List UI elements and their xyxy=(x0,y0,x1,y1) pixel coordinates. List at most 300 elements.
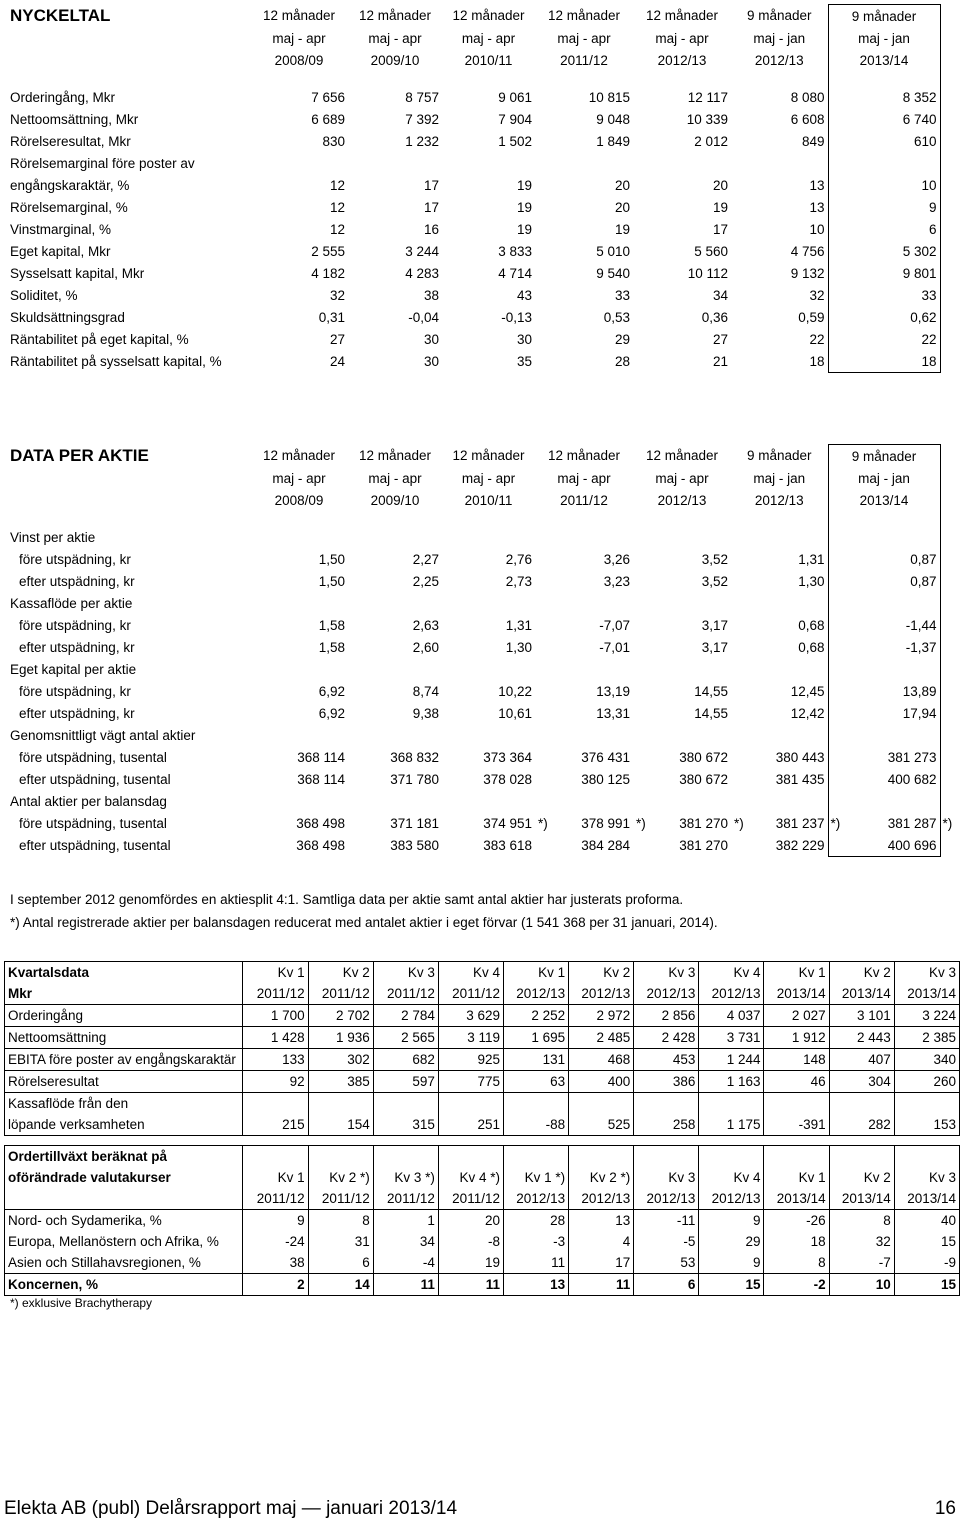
value-cell xyxy=(535,724,633,746)
row-label: Kassaflöde från den xyxy=(8,1096,129,1111)
value-text: 4 714 xyxy=(498,265,532,281)
value-cell xyxy=(250,174,348,196)
quarter-header: Kv 2 xyxy=(829,962,894,984)
table-row xyxy=(0,526,940,548)
value-cell xyxy=(250,152,348,174)
quarter-header: Kv 4 *) xyxy=(438,1167,503,1188)
value-text: 10,61 xyxy=(498,705,532,721)
spacer-cell xyxy=(828,71,940,86)
value-cell: 9 xyxy=(699,1252,764,1274)
table-row xyxy=(5,1231,960,1252)
value-cell xyxy=(348,812,442,834)
period-header: 2011/12 xyxy=(560,52,608,68)
value-text: 2,73 xyxy=(505,573,532,589)
value-text: 27 xyxy=(712,331,728,347)
value-cell xyxy=(828,570,940,592)
value-cell xyxy=(442,834,535,857)
value-cell xyxy=(633,108,731,130)
table-row xyxy=(0,174,940,196)
value-text: 19 xyxy=(516,199,532,215)
value-cell xyxy=(348,658,442,680)
value-text: 1,31 xyxy=(798,551,825,567)
value-text: 3 833 xyxy=(498,243,532,259)
quarter-header: Kv 3 xyxy=(634,1167,699,1188)
period-header: 12 månader xyxy=(452,448,525,464)
value-text: 19 xyxy=(614,221,630,237)
value-cell: 251 xyxy=(438,1114,503,1136)
quarter-header: Kv 2 *) xyxy=(308,1167,373,1188)
value-cell xyxy=(731,658,828,680)
quarter-header xyxy=(373,1146,438,1168)
quarter-header: 2013/14 xyxy=(894,983,959,1005)
value-text: 18 xyxy=(921,353,937,369)
value-cell xyxy=(633,812,744,834)
value-text: 13 xyxy=(809,177,825,193)
header-blank xyxy=(0,27,250,49)
period-header: 12 månader xyxy=(358,8,432,24)
value-text: 6 xyxy=(928,221,937,237)
quarter-header: Kv 4 xyxy=(699,1167,764,1188)
value-text: 32 xyxy=(809,287,825,303)
value-text: 12 xyxy=(329,177,345,193)
footnote-marker: *) xyxy=(942,815,953,831)
header-row xyxy=(0,467,940,489)
spacer-cell xyxy=(348,71,442,86)
row-label: före utspädning, kr xyxy=(19,617,131,633)
footnote-marker: *) xyxy=(830,815,841,831)
period-header: maj - apr xyxy=(655,30,709,46)
row-label: Nord- och Sydamerika, % xyxy=(8,1213,162,1228)
value-text: 13,89 xyxy=(902,683,937,699)
period-header: maj - apr xyxy=(272,470,326,486)
value-text: 3,17 xyxy=(701,617,728,633)
value-cell xyxy=(633,196,731,218)
value-text: 14,55 xyxy=(694,683,728,699)
value-cell: 2 702 xyxy=(308,1005,373,1027)
value-cell xyxy=(731,526,828,548)
value-cell xyxy=(828,240,940,262)
row-label: Rörelseresultat xyxy=(5,1071,243,1093)
value-cell: 15 xyxy=(894,1274,959,1296)
value-cell xyxy=(348,86,442,108)
row-label: Asien och Stillahavsregionen, % xyxy=(5,1252,243,1274)
row-label: Koncernen, % xyxy=(8,1277,99,1292)
row-label: Genomsnittligt vägt antal aktier xyxy=(10,727,196,743)
value-text: 4 756 xyxy=(790,243,825,259)
value-cell xyxy=(250,658,348,680)
value-cell xyxy=(828,746,940,768)
value-cell xyxy=(828,592,940,614)
value-cell: 92 xyxy=(243,1071,308,1093)
value-text: 10,22 xyxy=(498,683,532,699)
value-text: -1,44 xyxy=(905,617,937,633)
value-text: 12 117 xyxy=(687,89,728,105)
period-header: 2009/10 xyxy=(370,492,420,508)
value-text: 380 125 xyxy=(581,771,630,787)
value-cell xyxy=(828,86,940,108)
value-text: 10 xyxy=(809,221,825,237)
value-cell xyxy=(731,284,828,306)
period-header: maj - apr xyxy=(461,470,516,486)
quarter-header: 2012/13 xyxy=(503,1188,568,1210)
period-header: 2013/14 xyxy=(828,49,940,71)
value-cell: 340 xyxy=(894,1049,959,1071)
period-header: 2008/09 xyxy=(274,52,324,68)
value-cell: 1 244 xyxy=(699,1049,764,1071)
value-cell: -391 xyxy=(764,1114,829,1136)
value-cell xyxy=(348,218,442,240)
row-label: efter utspädning, tusental xyxy=(19,771,171,787)
value-text: 368 832 xyxy=(390,749,439,765)
value-cell xyxy=(535,812,646,834)
quarter-header: 2013/14 xyxy=(829,1188,894,1210)
value-cell xyxy=(633,86,731,108)
value-cell xyxy=(828,130,940,152)
value-cell: 2 565 xyxy=(373,1027,438,1049)
quarter-header xyxy=(569,1146,634,1168)
value-cell xyxy=(633,768,731,790)
value-cell xyxy=(442,86,535,108)
value-cell: 525 xyxy=(569,1114,634,1136)
footnote-marker: *) xyxy=(538,815,548,831)
value-text: 0,68 xyxy=(798,639,825,655)
value-text: 383 580 xyxy=(390,837,439,853)
value-cell: 453 xyxy=(634,1049,699,1071)
value-cell: 386 xyxy=(634,1071,699,1093)
value-cell xyxy=(535,328,633,350)
value-cell xyxy=(348,526,442,548)
value-cell xyxy=(731,218,828,240)
value-cell xyxy=(828,658,940,680)
value-cell: 14 xyxy=(308,1274,373,1296)
value-cell xyxy=(633,548,731,570)
value-text: 16 xyxy=(423,221,439,237)
value-text: 383 618 xyxy=(483,837,532,853)
value-cell xyxy=(731,306,828,328)
value-text: 378 991 xyxy=(581,815,630,831)
value-cell: 38 xyxy=(243,1252,308,1274)
header-row xyxy=(5,1146,960,1168)
value-cell xyxy=(250,570,348,592)
value-cell xyxy=(442,240,535,262)
table-row xyxy=(5,1027,960,1049)
value-cell xyxy=(699,1093,764,1115)
value-cell xyxy=(828,834,940,857)
period-header: 12 månader xyxy=(452,8,525,24)
period-header: 9 månader xyxy=(828,445,940,468)
value-cell xyxy=(442,262,535,284)
value-text: 17 xyxy=(712,221,728,237)
quarter-header: Kv 3 xyxy=(894,1167,959,1188)
nyckeltal-table xyxy=(0,4,941,373)
value-cell xyxy=(535,306,633,328)
value-cell xyxy=(633,636,731,658)
quarter-header: Kv 3 xyxy=(373,962,438,984)
value-cell xyxy=(442,130,535,152)
value-text: 12,42 xyxy=(790,705,825,721)
value-cell xyxy=(250,218,348,240)
value-cell xyxy=(731,724,828,746)
value-cell xyxy=(348,262,442,284)
value-cell: 11 xyxy=(373,1274,438,1296)
period-header: maj - jan xyxy=(753,30,806,46)
value-cell: -88 xyxy=(503,1114,568,1136)
value-cell xyxy=(731,636,828,658)
row-label: Kassaflöde per aktie xyxy=(10,595,133,611)
row-label: efter utspädning, kr xyxy=(19,639,135,655)
quarter-header: 2011/12 xyxy=(373,983,438,1005)
period-header: maj - apr xyxy=(368,30,422,46)
value-text: 6 608 xyxy=(790,111,825,127)
value-cell xyxy=(442,790,535,812)
value-text: 0,87 xyxy=(910,573,937,589)
quarter-header: 2011/12 xyxy=(243,1188,308,1210)
spacer-cell xyxy=(442,71,535,86)
row-label: Räntabilitet på eget kapital, % xyxy=(10,331,189,347)
value-cell xyxy=(731,790,828,812)
value-cell xyxy=(633,614,731,636)
value-text: 18 xyxy=(809,353,825,369)
value-cell: 2 xyxy=(243,1274,308,1296)
value-cell: 8 xyxy=(308,1210,373,1232)
value-cell xyxy=(535,174,633,196)
row-label: Orderingång xyxy=(5,1005,243,1027)
value-cell xyxy=(828,614,940,636)
value-text: 13,31 xyxy=(596,705,630,721)
value-cell xyxy=(731,768,828,790)
value-text: 400 696 xyxy=(887,837,937,853)
quarter-header: Kv 1 xyxy=(764,1167,829,1188)
value-cell xyxy=(442,306,535,328)
value-cell xyxy=(731,680,828,702)
value-cell xyxy=(348,240,442,262)
value-cell xyxy=(828,262,940,284)
value-cell xyxy=(348,592,442,614)
value-text: 2,27 xyxy=(412,551,439,567)
table-row xyxy=(0,790,940,812)
brachytherapy-footnote: *) exklusive Brachytherapy xyxy=(10,1296,153,1310)
value-text: 24 xyxy=(329,353,345,369)
value-text: 2 555 xyxy=(311,243,345,259)
value-cell xyxy=(731,130,828,152)
table-row xyxy=(5,1114,960,1136)
value-cell xyxy=(250,614,348,636)
value-text: 9 801 xyxy=(902,265,937,281)
table-row xyxy=(0,196,940,218)
value-text: 5 302 xyxy=(902,243,937,259)
value-cell xyxy=(250,592,348,614)
row-label: före utspädning, kr xyxy=(19,683,131,699)
value-cell: 3 119 xyxy=(438,1027,503,1049)
period-header: 12 månader xyxy=(547,448,621,464)
spacer-cell xyxy=(348,511,442,526)
value-cell: 13 xyxy=(503,1274,568,1296)
quarter-header: 2011/12 xyxy=(373,1188,438,1210)
period-header: maj - jan xyxy=(753,470,806,486)
value-cell xyxy=(731,702,828,724)
value-text: 7 904 xyxy=(498,111,532,127)
value-text: 1 502 xyxy=(498,133,532,149)
value-text: -7,01 xyxy=(599,639,630,655)
header-label: oförändrade valutakurser xyxy=(8,1170,171,1185)
value-cell xyxy=(373,1093,438,1115)
value-text: 368 114 xyxy=(297,749,345,765)
value-cell xyxy=(731,196,828,218)
value-cell xyxy=(348,328,442,350)
row-label: Nettoomsättning xyxy=(5,1027,243,1049)
period-header: maj - apr xyxy=(272,30,326,46)
value-cell xyxy=(535,658,633,680)
table-row xyxy=(0,614,940,636)
quarter-header: 2013/14 xyxy=(894,1188,959,1210)
value-text: 13 xyxy=(809,199,825,215)
eget-forvar-note: *) Antal registrerade aktier per balansdagen reducerat med antalet aktier i eget förvar (1 541 368 per 31 januari, 2014). xyxy=(10,915,718,930)
quarter-header: 2013/14 xyxy=(764,1188,829,1210)
value-cell: 40 xyxy=(894,1210,959,1232)
value-cell xyxy=(348,636,442,658)
value-text: 1 232 xyxy=(405,133,439,149)
table-row xyxy=(0,636,940,658)
table-row xyxy=(0,680,940,702)
value-text: 3,52 xyxy=(701,551,728,567)
value-cell xyxy=(828,680,940,702)
quarter-header: Kv 3 xyxy=(894,962,959,984)
value-text: 0,31 xyxy=(318,309,345,325)
period-header: 2011/12 xyxy=(560,492,608,508)
value-cell xyxy=(535,130,633,152)
value-text: 22 xyxy=(809,331,825,347)
value-text: 8,74 xyxy=(412,683,439,699)
value-cell xyxy=(764,1093,829,1115)
value-cell: 1 700 xyxy=(243,1005,308,1027)
header-label xyxy=(5,1188,243,1210)
quarter-header: Kv 1 xyxy=(243,1167,308,1188)
header-row xyxy=(0,445,940,468)
aktiesplit-note: I september 2012 genomfördes en aktiesplit 4:1. Samtliga data per aktie samt antal aktier har justerats proforma. xyxy=(10,892,684,907)
value-cell: 28 xyxy=(503,1210,568,1232)
value-cell xyxy=(442,592,535,614)
period-header: maj - apr xyxy=(557,30,611,46)
value-cell xyxy=(633,306,731,328)
header-row xyxy=(0,27,940,49)
value-cell xyxy=(731,152,828,174)
value-text: 19 xyxy=(516,177,532,193)
value-cell: 2 856 xyxy=(634,1005,699,1027)
value-text: 22 xyxy=(921,331,937,347)
header-label: Mkr xyxy=(5,983,243,1005)
value-text: 5 560 xyxy=(694,243,728,259)
value-cell xyxy=(250,834,348,857)
value-cell xyxy=(535,680,633,702)
spacer-cell xyxy=(250,71,348,86)
period-header: 9 månader xyxy=(746,448,812,464)
spacer-cell xyxy=(731,71,828,86)
value-cell: 11 xyxy=(569,1274,634,1296)
value-text: 20 xyxy=(614,199,630,215)
value-cell xyxy=(535,196,633,218)
value-text: 8 352 xyxy=(902,89,937,105)
value-text: 30 xyxy=(516,331,532,347)
table-row xyxy=(0,350,940,373)
value-text: 10 xyxy=(921,177,937,193)
value-text: 6 740 xyxy=(902,111,937,127)
value-cell: 400 xyxy=(569,1071,634,1093)
table-row xyxy=(5,1071,960,1093)
header-row xyxy=(5,1167,960,1188)
period-header: 2008/09 xyxy=(274,492,324,508)
value-cell xyxy=(633,680,731,702)
value-text: 28 xyxy=(614,353,630,369)
value-cell xyxy=(348,746,442,768)
report-footer-title: Elekta AB (publ) Delårsrapport maj — januari 2013/14 xyxy=(4,1498,458,1519)
row-label: Rörelseresultat, Mkr xyxy=(10,133,131,149)
value-cell xyxy=(250,350,348,373)
value-cell xyxy=(828,768,940,790)
value-text: 10 112 xyxy=(687,265,728,281)
value-cell xyxy=(503,1093,568,1115)
value-cell xyxy=(348,614,442,636)
value-cell xyxy=(535,746,633,768)
value-text: 2,76 xyxy=(505,551,532,567)
row-label: Nettoomsättning, Mkr xyxy=(10,111,139,127)
value-cell: 925 xyxy=(438,1049,503,1071)
value-cell: 258 xyxy=(634,1114,699,1136)
table-row xyxy=(5,1252,960,1274)
quarter-header: 2011/12 xyxy=(438,983,503,1005)
quarter-header: 2012/13 xyxy=(699,983,764,1005)
value-cell xyxy=(731,240,828,262)
row-label: EBITA före poster av engångskaraktär xyxy=(5,1049,243,1071)
value-cell xyxy=(442,570,535,592)
value-cell: 63 xyxy=(503,1071,568,1093)
table-row xyxy=(0,592,940,614)
value-text: 7 392 xyxy=(405,111,439,127)
value-cell xyxy=(250,812,348,834)
value-text: 30 xyxy=(423,353,439,369)
table-row xyxy=(0,306,940,328)
value-cell: 11 xyxy=(438,1274,503,1296)
table-row xyxy=(0,768,940,790)
value-text: 5 010 xyxy=(596,243,630,259)
value-cell xyxy=(250,108,348,130)
table-row xyxy=(0,658,940,680)
value-cell: 8 xyxy=(829,1210,894,1232)
value-cell xyxy=(442,328,535,350)
value-cell xyxy=(250,636,348,658)
period-header: maj - apr xyxy=(461,30,516,46)
value-cell: 1 163 xyxy=(699,1071,764,1093)
quarter-header: Kv 3 xyxy=(634,962,699,984)
table-row xyxy=(5,1005,960,1027)
value-cell xyxy=(348,306,442,328)
value-cell xyxy=(535,614,633,636)
value-cell xyxy=(250,86,348,108)
value-cell: 597 xyxy=(373,1071,438,1093)
row-label: Vinst per aktie xyxy=(10,529,96,545)
value-cell xyxy=(348,174,442,196)
value-cell: 315 xyxy=(373,1114,438,1136)
value-cell xyxy=(731,174,828,196)
value-text: 17,94 xyxy=(902,705,937,721)
value-text: 17 xyxy=(423,199,439,215)
value-cell xyxy=(348,152,442,174)
value-cell xyxy=(442,680,535,702)
value-cell: 407 xyxy=(829,1049,894,1071)
row-label: Rörelsemarginal före poster av xyxy=(10,155,195,171)
quarter-header xyxy=(894,1146,959,1168)
value-cell xyxy=(828,724,940,746)
value-cell xyxy=(828,526,940,548)
